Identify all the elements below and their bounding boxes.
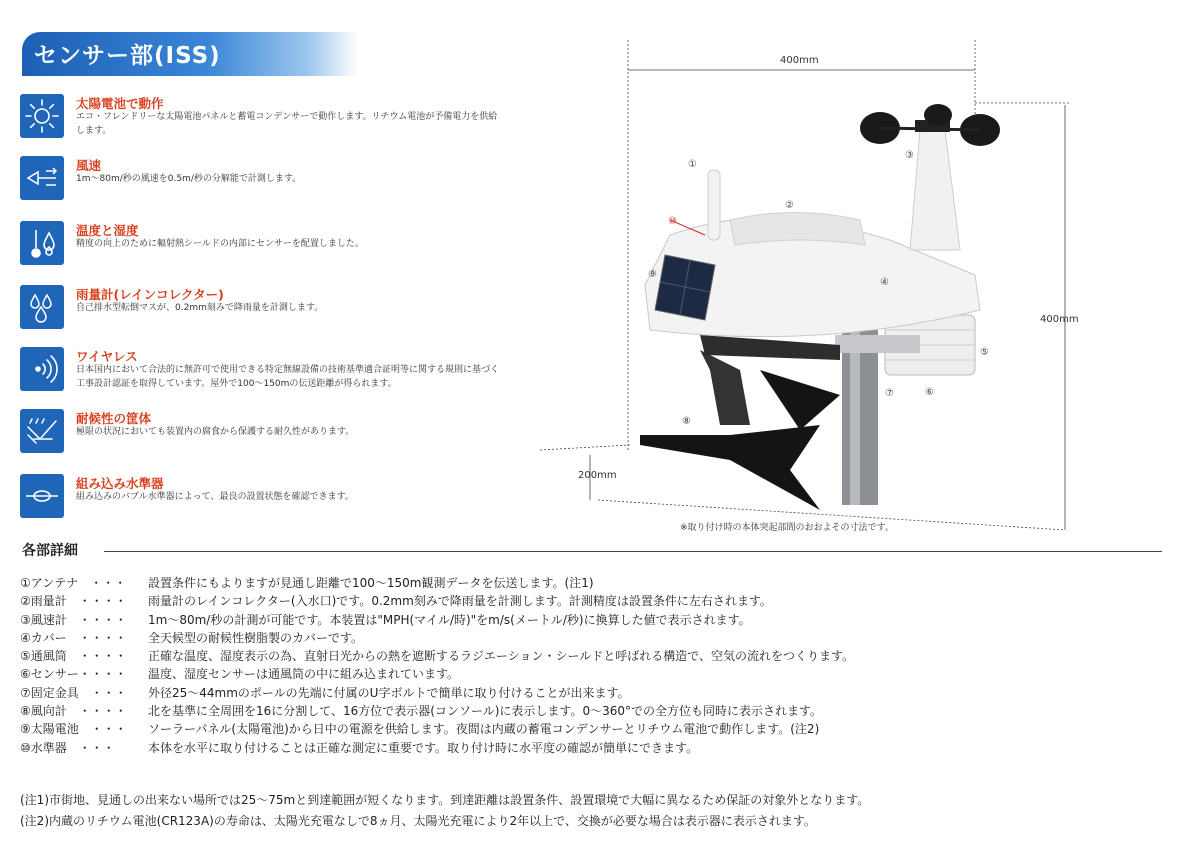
feature-rain <box>20 285 500 335</box>
section-divider <box>104 551 1162 552</box>
list-item <box>20 629 1170 647</box>
feature-title: 温度と湿度 <box>76 223 139 238</box>
feature-desc: 自己排水型転倒マスが、0.2mm刻みで降雨量を計測します。 <box>76 303 324 313</box>
list-item <box>20 647 1170 665</box>
part-label: ②雨量計 ・・・・ <box>20 594 127 609</box>
page-title: センサー部(ISS) <box>34 43 221 69</box>
weather-station-diagram <box>520 30 1170 540</box>
feature-solar <box>20 94 500 144</box>
part-label: ⑧風向計 ・・・・ <box>20 704 127 719</box>
part-text: 1m～80m/秒の計測が可能です。本装置は"MPH(マイル/時)"をm/s(メートル/秒)に換算した値で表示されます。 <box>148 612 751 627</box>
sun-icon <box>20 94 64 138</box>
feature-title: 組み込み水準器 <box>76 476 164 491</box>
part-label: ④カバー ・・・・ <box>20 630 127 645</box>
feature-wind <box>20 156 500 206</box>
part-text: 北を基準に全周囲を16に分割して、16方位で表示器(コンソール)に表示します。0～360°での全方位も同時に表示されます。 <box>148 704 823 719</box>
thermometer-icon <box>20 221 64 265</box>
footnote-2: (注2)内蔵のリチウム電池(CR123A)の寿命は、太陽光充電なしで8ヵ月、太陽光充電により2年以上で、交換が必要な場合は表示器に表示されます。 <box>20 814 816 828</box>
marker-1: ① <box>688 159 697 170</box>
part-text: 設置条件にもよりますが見通し距離で100～150m観測データを伝送します。(注1) <box>148 576 594 590</box>
dim-height: 400mm <box>1040 314 1079 325</box>
list-item <box>20 702 1170 720</box>
feature-desc: 日本国内において合法的に無許可で使用できる特定無線設備の技術基準適合証明等に関する規則に基づく工事設計認証を取得しています。屋外で100～150mの伝送距離が得られます。 <box>76 365 500 389</box>
level-icon <box>20 474 64 518</box>
marker-10: ⑩ <box>668 216 677 227</box>
diagram-note: ※取り付け時の本体突起部間のおおよその寸法です。 <box>680 523 894 533</box>
feature-weatherproof <box>20 409 500 459</box>
feature-title: 風速 <box>76 158 102 173</box>
feature-temp-humidity <box>20 221 500 271</box>
part-text: 雨量計のレインコレクター(入水口)です。0.2mm刻みで降雨量を計測します。計測精度は設置条件に左右されます。 <box>148 594 772 609</box>
raindrops-icon <box>20 285 64 329</box>
weatherproof-icon <box>20 409 64 453</box>
part-label: ⑨太陽電池 ・・・ <box>20 722 127 737</box>
marker-8: ⑧ <box>682 416 691 427</box>
feature-wireless <box>20 347 500 397</box>
section-heading: 各部詳細 <box>22 543 78 559</box>
part-label: ⑥センサー・・・・ <box>20 667 127 682</box>
wind-icon <box>20 156 64 200</box>
list-item <box>20 611 1170 629</box>
dim-width: 400mm <box>780 55 819 66</box>
part-text: 外径25～44mmのポールの先端に付属のU字ボルトで簡単に取り付けることが出来ます。 <box>148 685 630 700</box>
list-item <box>20 665 1170 683</box>
part-text: 温度、湿度センサーは通風筒の中に組み込まれています。 <box>148 667 460 682</box>
wireless-icon <box>20 347 64 391</box>
part-text: ソーラーパネル(太陽電池)から日中の電源を供給します。夜間は内蔵の蓄電コンデンサーとリチウム電池で動作します。(注2) <box>148 722 820 737</box>
feature-title: 耐候性の筐体 <box>76 411 152 426</box>
feature-level <box>20 474 500 524</box>
list-item <box>20 720 1170 738</box>
feature-title: 雨量計(レインコレクター) <box>76 287 224 302</box>
part-label: ⑦固定金具 ・・・ <box>20 685 127 700</box>
feature-title: ワイヤレス <box>76 349 138 364</box>
list-item <box>20 739 1170 757</box>
part-label: ⑩水準器 ・・・ <box>20 740 115 755</box>
footnotes <box>20 791 1170 833</box>
marker-6: ⑥ <box>925 387 934 398</box>
feature-title: 太陽電池で動作 <box>76 96 164 111</box>
feature-desc: 1m～80m/秒の風速を0.5m/秒の分解能で計測します。 <box>76 174 302 184</box>
feature-desc: 精度の向上のために輻射熱シールドの内部にセンサーを配置しました。 <box>76 239 364 249</box>
marker-2: ② <box>785 200 794 211</box>
part-label: ①アンテナ ・・・ <box>20 576 127 590</box>
dim-depth: 200mm <box>578 470 617 481</box>
marker-9: ⑨ <box>648 269 657 280</box>
footnote-1: (注1)市街地、見通しの出来ない場所では25～75mと到達範囲が短くなります。到達距離は設置条件、設置環境で大幅に異なるため保証の対象外となります。 <box>20 793 870 807</box>
list-item <box>20 592 1170 610</box>
part-label: ③風速計 ・・・・ <box>20 612 127 627</box>
list-item <box>20 574 1170 592</box>
feature-desc: エコ・フレンドリーな太陽電池パネルと蓄電コンデンサーで動作します。リチウム電池が予備電力を供給します。 <box>76 112 498 136</box>
part-label: ⑤通風筒 ・・・・ <box>20 649 127 664</box>
feature-desc: 組み込みのバブル水準器によって、最良の設置状態を確認できます。 <box>76 492 354 502</box>
part-text: 全天候型の耐候性樹脂製のカバーです。 <box>148 630 364 645</box>
parts-list <box>20 574 1170 757</box>
marker-7: ⑦ <box>885 388 894 399</box>
feature-desc: 極限の状況においても装置内の腐食から保護する耐久性があります。 <box>76 427 355 437</box>
part-text: 本体を水平に取り付けることは正確な測定に重要です。取り付け時に水平度の確認が簡単にできます。 <box>148 740 699 755</box>
marker-5: ⑤ <box>980 347 989 358</box>
marker-4: ④ <box>880 277 889 288</box>
list-item <box>20 684 1170 702</box>
part-text: 正確な温度、湿度表示の為、直射日光からの熱を遮断するラジエーション・シールドと呼ばれる構造で、空気の流れをつくります。 <box>148 649 855 664</box>
marker-3: ③ <box>905 150 914 161</box>
